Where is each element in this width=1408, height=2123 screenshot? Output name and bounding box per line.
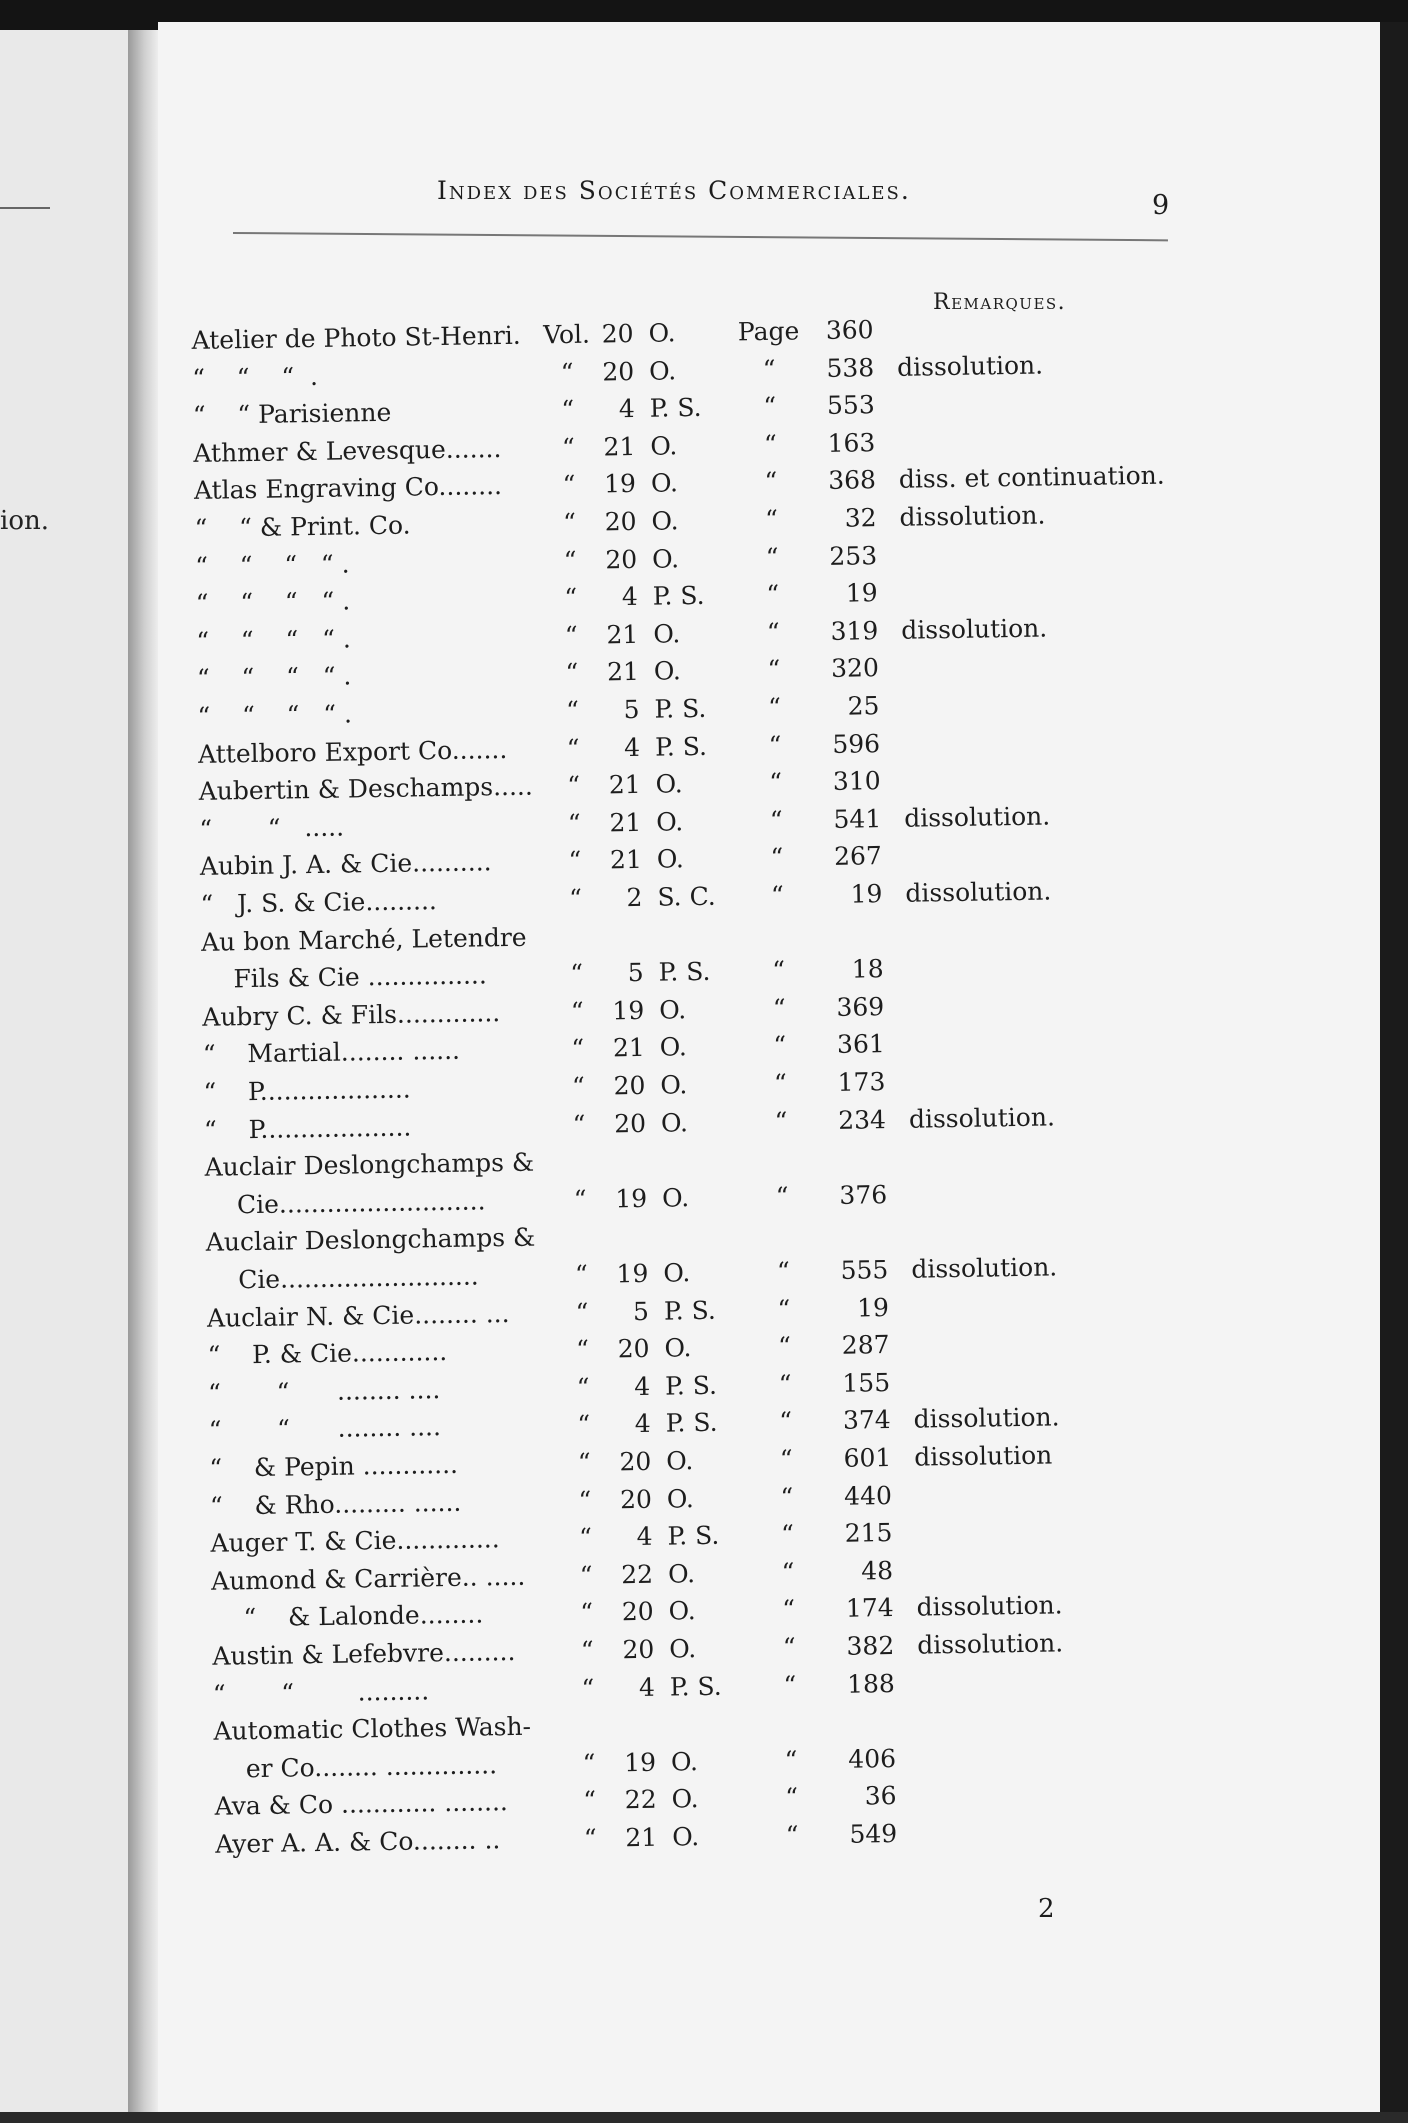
entry-name: Atlas Engraving Co........ — [193, 471, 503, 506]
entry-series: P. S. — [664, 1370, 718, 1401]
entry-page-label: “ — [769, 767, 783, 798]
entry-series: P. S. — [652, 581, 705, 611]
entry-volume-number: 21 — [608, 770, 641, 800]
entry-name: Atelier de Photo St-Henri. — [191, 320, 521, 355]
entry-series: P. S. — [665, 1408, 718, 1438]
entry-series: O. — [661, 1182, 690, 1213]
entry-series: P. S. — [649, 393, 702, 423]
entry-page: 319 — [830, 615, 879, 646]
entry-volume-number: 20 — [622, 1634, 655, 1665]
entry-remark: dissolution. — [916, 1590, 1063, 1623]
entry-volume-number: 21 — [609, 807, 642, 838]
entry-volume-label: “ — [562, 507, 577, 538]
entry-name: “ “ “ “ . — [196, 624, 352, 656]
entry-page-label: “ — [770, 843, 784, 873]
entry-volume-number: 20 — [601, 318, 634, 349]
entry-volume-number: 20 — [621, 1597, 654, 1627]
entry-page-label: “ — [762, 354, 776, 384]
entry-name: Athmer & Levesque....... — [193, 433, 502, 468]
entry-page: 440 — [843, 1480, 893, 1511]
entry-volume-label: “ — [567, 808, 581, 838]
entry-series: O. — [651, 543, 680, 574]
entry-volume-label: “ — [570, 996, 584, 1026]
entry-volume-label: Vol. — [542, 319, 591, 350]
entry-page-label: “ — [773, 1068, 787, 1098]
entry-series: O. — [659, 1032, 688, 1063]
entry-volume-label: “ — [578, 1522, 593, 1553]
entry-name: Aumond & Carrière.. ..... — [210, 1561, 526, 1596]
entry-name: “ P................... — [203, 1112, 412, 1145]
entry-remark: dissolution. — [896, 350, 1044, 382]
entry-page-label: “ — [777, 1331, 792, 1361]
entry-series: O. — [667, 1558, 696, 1589]
entry-volume-number: 5 — [623, 694, 640, 725]
entry-volume-label: “ — [565, 695, 580, 726]
entry-volume-label: “ — [565, 658, 579, 688]
entry-page-label: “ — [784, 1745, 798, 1775]
entry-page-label: “ — [782, 1632, 796, 1662]
entry-page-label: “ — [784, 1782, 799, 1813]
entry-page-label: “ — [778, 1369, 792, 1399]
entry-series: O. — [666, 1483, 695, 1514]
entry-name: “ P. & Cie............ — [207, 1337, 448, 1370]
entry-series: P. S. — [663, 1295, 716, 1326]
entry-volume-label: “ — [568, 883, 583, 914]
entry-page-label: “ — [779, 1406, 793, 1437]
entry-volume-label: “ — [563, 545, 577, 575]
entry-page-label: “ — [768, 730, 782, 760]
entry-series: O. — [660, 1070, 688, 1100]
entry-volume-number: 21 — [612, 1033, 646, 1063]
entry-name: Auclair N. & Cie........ ... — [206, 1298, 510, 1333]
entry-series: O. — [650, 468, 679, 499]
entry-series: P. S. — [669, 1671, 722, 1702]
entry-volume-label: “ — [571, 1034, 585, 1064]
entry-page-label: “ — [779, 1444, 793, 1474]
entry-page: 267 — [833, 841, 883, 872]
entry-series: P. S. — [654, 731, 708, 762]
entry-page: 382 — [846, 1631, 895, 1661]
entry-volume-number: 5 — [632, 1296, 650, 1326]
entry-volume-label: “ — [581, 1673, 595, 1703]
entry-volume-label: “ — [568, 846, 582, 876]
entry-page: 541 — [833, 803, 882, 834]
entry-name: Auclair Deslongchamps & — [204, 1147, 535, 1182]
entry-page: 601 — [843, 1443, 892, 1473]
entry-name: “ & Rho......... ...... — [209, 1487, 462, 1521]
entry-series: O. — [669, 1634, 697, 1664]
entry-series: O. — [671, 1822, 700, 1852]
entry-volume-label: “ — [574, 1259, 588, 1289]
entry-series: O. — [655, 769, 683, 799]
entry-volume-number: 4 — [633, 1371, 651, 1401]
entry-page-label: “ — [767, 655, 781, 685]
entry-volume-number: 20 — [619, 1446, 652, 1477]
entry-remark: dissolution. — [899, 500, 1046, 532]
entry-page-label: “ — [773, 1031, 787, 1061]
entry-page: 25 — [847, 691, 880, 721]
entry-volume-label: “ — [583, 1786, 597, 1816]
entry-page-label: “ — [785, 1820, 799, 1850]
entry-volume-label: “ — [570, 959, 584, 989]
entry-name: Attelboro Export Co....... — [197, 734, 508, 769]
entry-name: er Co........ .............. — [213, 1750, 498, 1784]
entry-page: 19 — [845, 578, 878, 608]
entry-volume-number: 5 — [627, 958, 644, 988]
entry-page: 36 — [864, 1781, 897, 1811]
entry-name: Cie......................... — [206, 1261, 479, 1295]
entry-page-label: “ — [764, 467, 778, 497]
entry-volume-number: 21 — [603, 431, 636, 462]
entry-page-label: “ — [780, 1519, 795, 1549]
entry-series: P. S. — [667, 1520, 720, 1551]
entry-volume-label: “ — [575, 1334, 590, 1365]
entry-volume-label: “ — [578, 1485, 592, 1515]
entry-name: Auger T. & Cie............. — [210, 1524, 500, 1558]
entry-page: 32 — [844, 503, 877, 533]
entry-page: 596 — [832, 728, 881, 759]
entry-name: Aubertin & Deschamps..... — [198, 771, 534, 807]
entry-volume-number: 4 — [621, 582, 638, 612]
entry-page-label: “ — [780, 1482, 794, 1512]
entry-series: O. — [663, 1258, 691, 1288]
entry-page-label: “ — [776, 1256, 790, 1286]
entry-volume-number: 20 — [619, 1484, 653, 1514]
entry-remark: dissolution. — [903, 801, 1051, 833]
entry-series: P. S. — [654, 693, 707, 724]
entry-name: “ “ & Print. Co. — [194, 510, 411, 543]
entry-series: O. — [656, 844, 685, 875]
entry-page-label: “ — [774, 1106, 788, 1136]
entry-volume-number: 19 — [615, 1183, 648, 1214]
entry-volume-number: 4 — [623, 732, 641, 762]
entry-volume-label: “ — [566, 733, 580, 763]
entry-volume-label: “ — [577, 1410, 591, 1440]
entry-page-label: “ — [765, 542, 779, 572]
entry-volume-number: 20 — [613, 1108, 647, 1138]
entry-remark: diss. et continuation. — [898, 461, 1165, 495]
entry-name: “ “ “ “ . — [197, 699, 353, 731]
entry-page-label: “ — [763, 391, 777, 422]
entry-name: Fils & Cie ............... — [201, 960, 488, 995]
entry-volume-label: “ — [564, 620, 578, 650]
entry-volume-number: 21 — [625, 1822, 658, 1853]
entry-series: O. — [650, 431, 678, 461]
entry-volume-number: 19 — [616, 1258, 649, 1289]
entry-name: Aubin J. A. & Cie.......... — [199, 847, 492, 882]
entry-volume-number: 4 — [618, 394, 635, 424]
entry-name: “ “ ........ .... — [208, 1412, 442, 1446]
entry-series: O. — [651, 506, 679, 536]
entry-page: 368 — [827, 465, 877, 496]
facing-page-fragment: ion. — [0, 506, 49, 536]
entry-page: 369 — [836, 991, 885, 1022]
entry-volume-label: “ — [579, 1560, 593, 1590]
entry-page-label: “ — [777, 1294, 791, 1324]
entry-name: Au bon Marché, Letendre — [200, 922, 527, 957]
entry-name: “ P................... — [203, 1074, 411, 1107]
entry-volume-number: 22 — [621, 1559, 654, 1590]
entry-page-label: “ — [763, 429, 777, 459]
entry-volume-label: “ — [561, 395, 575, 425]
entry-series: O. — [664, 1333, 692, 1363]
entry-volume-label: “ — [572, 1109, 586, 1139]
entry-name: “ “ “ “ . — [194, 549, 350, 581]
entry-page: 155 — [842, 1367, 891, 1398]
entry-volume-label: “ — [560, 357, 574, 387]
entry-page-label: Page — [737, 316, 800, 347]
entry-remark: dissolution. — [913, 1402, 1060, 1435]
entry-name: Auclair Deslongchamps & — [205, 1223, 536, 1258]
entry-volume-label: “ — [583, 1823, 597, 1853]
entry-volume-number: 21 — [606, 657, 640, 687]
entry-volume-number: 20 — [605, 544, 638, 575]
entry-page: 18 — [851, 954, 884, 984]
entry-series: O. — [660, 1107, 689, 1138]
entry-page-label: “ — [775, 1181, 789, 1211]
entry-name: Automatic Clothes Wash- — [213, 1711, 532, 1746]
entry-page: 376 — [839, 1179, 888, 1210]
entry-volume-label: “ — [575, 1297, 589, 1327]
entry-volume-number: 4 — [636, 1521, 653, 1552]
entry-page: 48 — [861, 1555, 894, 1586]
entry-page: 538 — [826, 352, 875, 383]
entry-page-label: “ — [770, 880, 785, 910]
entry-name: “ “ ..... — [199, 812, 345, 844]
entry-page: 549 — [849, 1819, 898, 1849]
entry-page-label: “ — [766, 579, 780, 610]
entry-series: O. — [648, 318, 676, 348]
entry-volume-label: “ — [561, 432, 575, 462]
entry-volume-number: 22 — [624, 1785, 657, 1815]
entry-name: “ “ ......... — [212, 1675, 430, 1709]
entry-page-label: “ — [782, 1594, 796, 1625]
entry-name: Ava & Co ............ ........ — [214, 1787, 509, 1822]
entry-name: “ “ “ “ . — [196, 661, 352, 694]
entry-volume-number: 20 — [604, 506, 637, 537]
entry-page: 555 — [840, 1255, 889, 1285]
page-number: 9 — [1152, 190, 1170, 221]
entry-name: “ & Lalonde........ — [211, 1599, 484, 1634]
entry-remark: dissolution. — [901, 613, 1048, 645]
entry-page-label: “ — [764, 504, 779, 534]
entry-volume-number: 20 — [602, 356, 635, 387]
entry-volume-label: “ — [567, 771, 581, 801]
entry-page: 320 — [830, 653, 880, 684]
entry-page: 163 — [827, 427, 876, 458]
entry-name: “ “ Parisienne — [192, 397, 392, 431]
entry-series: O. — [653, 656, 682, 687]
entry-series: O. — [671, 1784, 699, 1814]
entry-series: S. C. — [657, 881, 716, 912]
entry-series: O. — [668, 1596, 696, 1626]
entry-volume-number: 4 — [638, 1672, 656, 1702]
entry-page: 234 — [838, 1104, 887, 1135]
entry-volume-label: “ — [580, 1635, 594, 1665]
entry-volume-label: “ — [582, 1748, 596, 1778]
entry-page: 287 — [841, 1330, 890, 1360]
entry-remark: dissolution — [914, 1440, 1053, 1472]
entry-page: 19 — [856, 1292, 890, 1323]
entry-page: 360 — [825, 315, 874, 345]
entry-name: Ayer A. A. & Co........ .. — [215, 1825, 501, 1859]
entry-name: “ “ ........ .... — [207, 1374, 441, 1408]
entry-series: O. — [653, 619, 681, 649]
entry-volume-label: “ — [573, 1184, 587, 1214]
entry-page: 188 — [846, 1668, 896, 1699]
entry-volume-number: 19 — [612, 995, 645, 1026]
entry-page-label: “ — [772, 993, 786, 1023]
entry-volume-number: 20 — [617, 1334, 650, 1364]
entry-volume-label: “ — [564, 583, 578, 613]
entry-name: “ “ “ “ . — [195, 586, 351, 619]
entry-page: 19 — [850, 879, 883, 909]
entry-name: “ Martial........ ...... — [202, 1036, 461, 1070]
entry-volume-number: 19 — [623, 1747, 657, 1778]
entry-page: 215 — [844, 1518, 893, 1548]
entry-series: O. — [670, 1746, 699, 1777]
entry-volume-label: “ — [580, 1598, 594, 1628]
entry-name: “ J. S. & Cie......... — [200, 886, 438, 919]
entry-name: “ & Pepin ............ — [209, 1449, 459, 1483]
entry-remark: dissolution. — [911, 1252, 1058, 1284]
entry-page: 310 — [832, 766, 881, 797]
entry-remark: dissolution. — [905, 876, 1052, 908]
entry-series: O. — [666, 1446, 694, 1476]
entry-series: P. S. — [658, 957, 711, 987]
entry-volume-number: 20 — [613, 1070, 646, 1101]
entry-name: Cie.......................... — [204, 1186, 486, 1220]
remarks-heading: Remarques. — [933, 290, 1067, 315]
entry-page: 173 — [837, 1067, 886, 1097]
entry-page: 406 — [848, 1743, 897, 1774]
entry-page: 253 — [829, 540, 878, 571]
entry-page-label: “ — [781, 1557, 795, 1587]
entry-volume-label: “ — [577, 1447, 591, 1477]
entry-remark: dissolution. — [916, 1628, 1064, 1660]
entry-page: 361 — [836, 1029, 885, 1060]
entry-name: Austin & Lefebvre......... — [212, 1636, 516, 1671]
entry-page: 374 — [842, 1405, 891, 1436]
entry-volume-number: 19 — [603, 469, 637, 499]
entry-remark: dissolution. — [908, 1102, 1056, 1134]
entry-volume-label: “ — [562, 470, 576, 500]
entry-series: O. — [658, 995, 687, 1025]
entry-page: 174 — [845, 1593, 894, 1624]
entry-volume-number: 2 — [626, 882, 643, 913]
entry-name: Aubry C. & Fils............. — [202, 997, 501, 1032]
entry-volume-label: “ — [571, 1071, 586, 1102]
entry-page-label: “ — [769, 805, 783, 835]
entry-page-label: “ — [783, 1670, 797, 1700]
entry-page-label: “ — [771, 955, 786, 986]
entry-volume-number: 4 — [634, 1409, 651, 1439]
entry-series: O. — [648, 355, 677, 386]
entry-name: “ “ “ . — [191, 361, 319, 393]
entry-volume-number: 21 — [609, 845, 643, 875]
entry-volume-label: “ — [576, 1372, 590, 1402]
running-header: Index des Sociétés Commerciales. — [437, 176, 911, 205]
entry-page-label: “ — [767, 692, 782, 722]
entry-page-label: “ — [766, 617, 780, 647]
entry-page: 553 — [826, 390, 875, 421]
entry-series: O. — [656, 807, 684, 837]
signature-mark: 2 — [1038, 1894, 1055, 1924]
entry-volume-number: 21 — [606, 619, 639, 650]
